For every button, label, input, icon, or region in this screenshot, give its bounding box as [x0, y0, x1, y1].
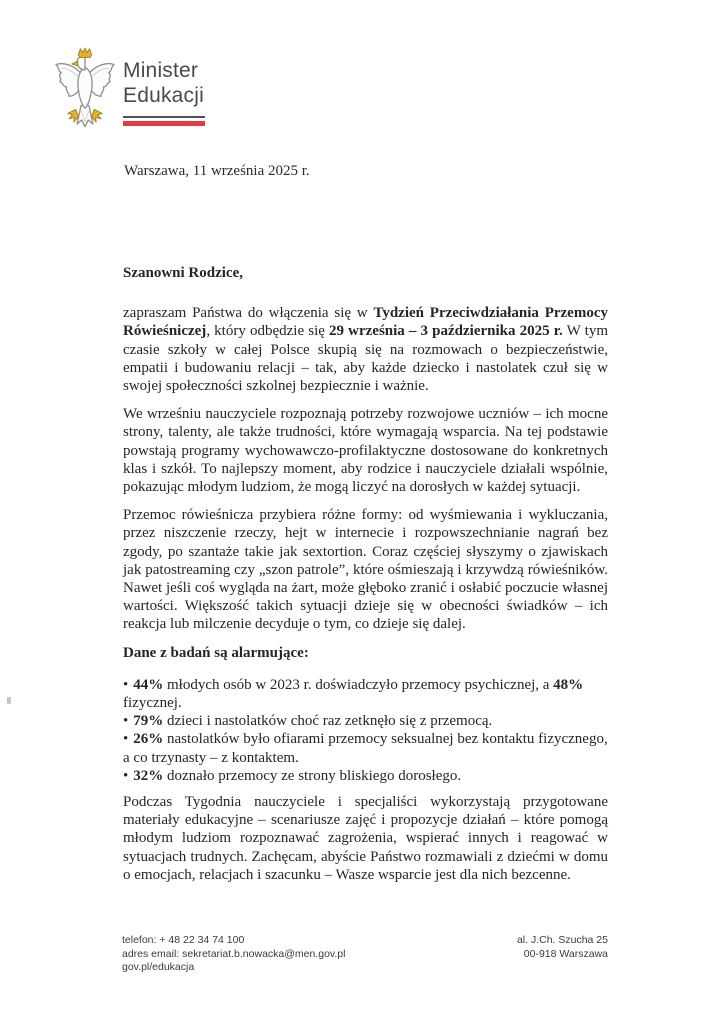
text-segment: nastolatków było ofiarami przemocy seksualnej bez kontaktu fizycznego, a co trzynasty – z kontaktem.: [123, 731, 608, 766]
footer-phone: telefon: + 48 22 34 74 100: [122, 934, 245, 946]
footer-address: [517, 934, 608, 961]
stat-item-psychological: [123, 676, 608, 712]
paragraph-teachers: We wrześniu nauczyciele rozpoznają potrzeby rozwojowe uczniów – ich mocne strony, talenty, ale także trudności, które wymagają wsparcia. Na tej podstawie powstają programy wychowawczo-profilaktyczne dostosowane do konkretnych klas i szkół. To najlepszy moment, aby rodzice i nauczyciele działali wspólnie, pokazując młodym ludziom, że mogą liczyć na dorosłych w każdej sytuacji.: [123, 406, 608, 496]
stat-value: 26%: [133, 731, 164, 748]
text-segment: fizycznej.: [123, 695, 182, 712]
stat-value: 48%: [553, 676, 584, 693]
footer-address-line1: al. J.Ch. Szucha 25: [516, 934, 608, 946]
letterhead: [52, 46, 205, 136]
footer-email: adres email: sekretariat.b.nowacka@men.gov.pl: [122, 947, 346, 960]
ministry-name-line2: Edukacji: [123, 84, 204, 107]
footer-address-line2: 00-918 Warszawa: [523, 947, 608, 960]
ministry-name: [123, 58, 205, 108]
stat-item-sexual-violence: [123, 730, 608, 766]
text-segment: młodych osób w 2023 r. doświadczyło przemocy psychicznej, a: [163, 676, 554, 693]
text-segment-bold: 29 września – 3 października 2025 r.: [329, 323, 563, 340]
footer-website: gov.pl/edukacja: [122, 961, 195, 973]
text-segment: , który odbędzie się: [206, 323, 330, 340]
salutation: Szanowni Rodzice,: [123, 265, 243, 281]
stat-value: 79%: [133, 713, 164, 730]
letter-body: [123, 264, 608, 894]
paragraph-violence-forms: Przemoc rówieśnicza przybiera różne formy: od wyśmiewania i wykluczania, przez niszczenie rzeczy, hejt w internecie i rozpowszechnianie nagrań bez zgody, po szantaże takie jak sextortion. Coraz częściej słyszymy o zjawiskach jak patostreaming czy „szon patrole”, które ośmieszają i krzywdzą rówieśników. Nawet jeśli coś wygląda na żart, może głęboko zranić i osłabić poczucie własnej wartości. Większość takich sytuacji dzieje się w obecności świadków – ich reakcja lub milczenie decyduje o tym, co dzieje się dalej.: [123, 507, 608, 633]
paragraph-invitation: [123, 304, 608, 395]
bullet-icon: •: [123, 731, 129, 748]
text-segment: dzieci i nastolatków choć raz zetknęło się z przemocą.: [163, 713, 493, 730]
letterhead-divider: [123, 116, 205, 126]
bullet-icon: •: [123, 676, 129, 693]
divider-red-line: [123, 121, 205, 126]
text-segment: zapraszam Państwa do włączenia się w: [123, 305, 374, 322]
scan-artifact: [7, 697, 11, 704]
divider-gray-line: [123, 116, 205, 118]
footer-contact: [122, 934, 345, 975]
stats-heading: Dane z badań są alarmujące:: [123, 644, 309, 661]
paragraph-closing: Podczas Tygodnia nauczyciele i specjaliści wykorzystają przygotowane materiały edukacyjne – scenariusze zajęć i propozycje działań – które pomogą młodym ludziom rozpoznawać zagrożenia, wspierać innych i reagować w sytuacjach trudnych. Zachęcam, abyście Państwo rozmawiali z dziećmi w domu o emocjach, relacjach i szacunku – Wasze wsparcie jest dla nich bezcenne.: [123, 794, 608, 883]
stats-list: [123, 676, 608, 785]
text-segment-bold: Tydzień Przeciwdziałania Przemocy Rówieśniczej: [123, 305, 608, 340]
dateline: Warszawa, 11 września 2025 r.: [124, 163, 310, 179]
ministry-name-line1: Minister: [123, 59, 199, 82]
bullet-icon: •: [123, 713, 129, 730]
ministry-block: [123, 46, 205, 126]
stat-item-any-violence: [123, 712, 608, 730]
stat-item-adult-violence: [123, 767, 608, 785]
text-segment: doznało przemocy ze strony bliskiego dorosłego.: [163, 767, 462, 784]
polish-eagle-emblem-icon: [52, 46, 118, 136]
stat-value: 44%: [133, 676, 164, 693]
bullet-icon: •: [123, 767, 129, 784]
stat-value: 32%: [133, 767, 164, 784]
text-segment: W tym czasie szkoły w całej Polsce skupią się na rozmowach o bezpieczeństwie, empatii i budowaniu relacji – tak, aby każde dziecko i nastolatek czuł się w swojej społeczności szkolnej bezpiecznie i ważnie.: [123, 323, 608, 395]
